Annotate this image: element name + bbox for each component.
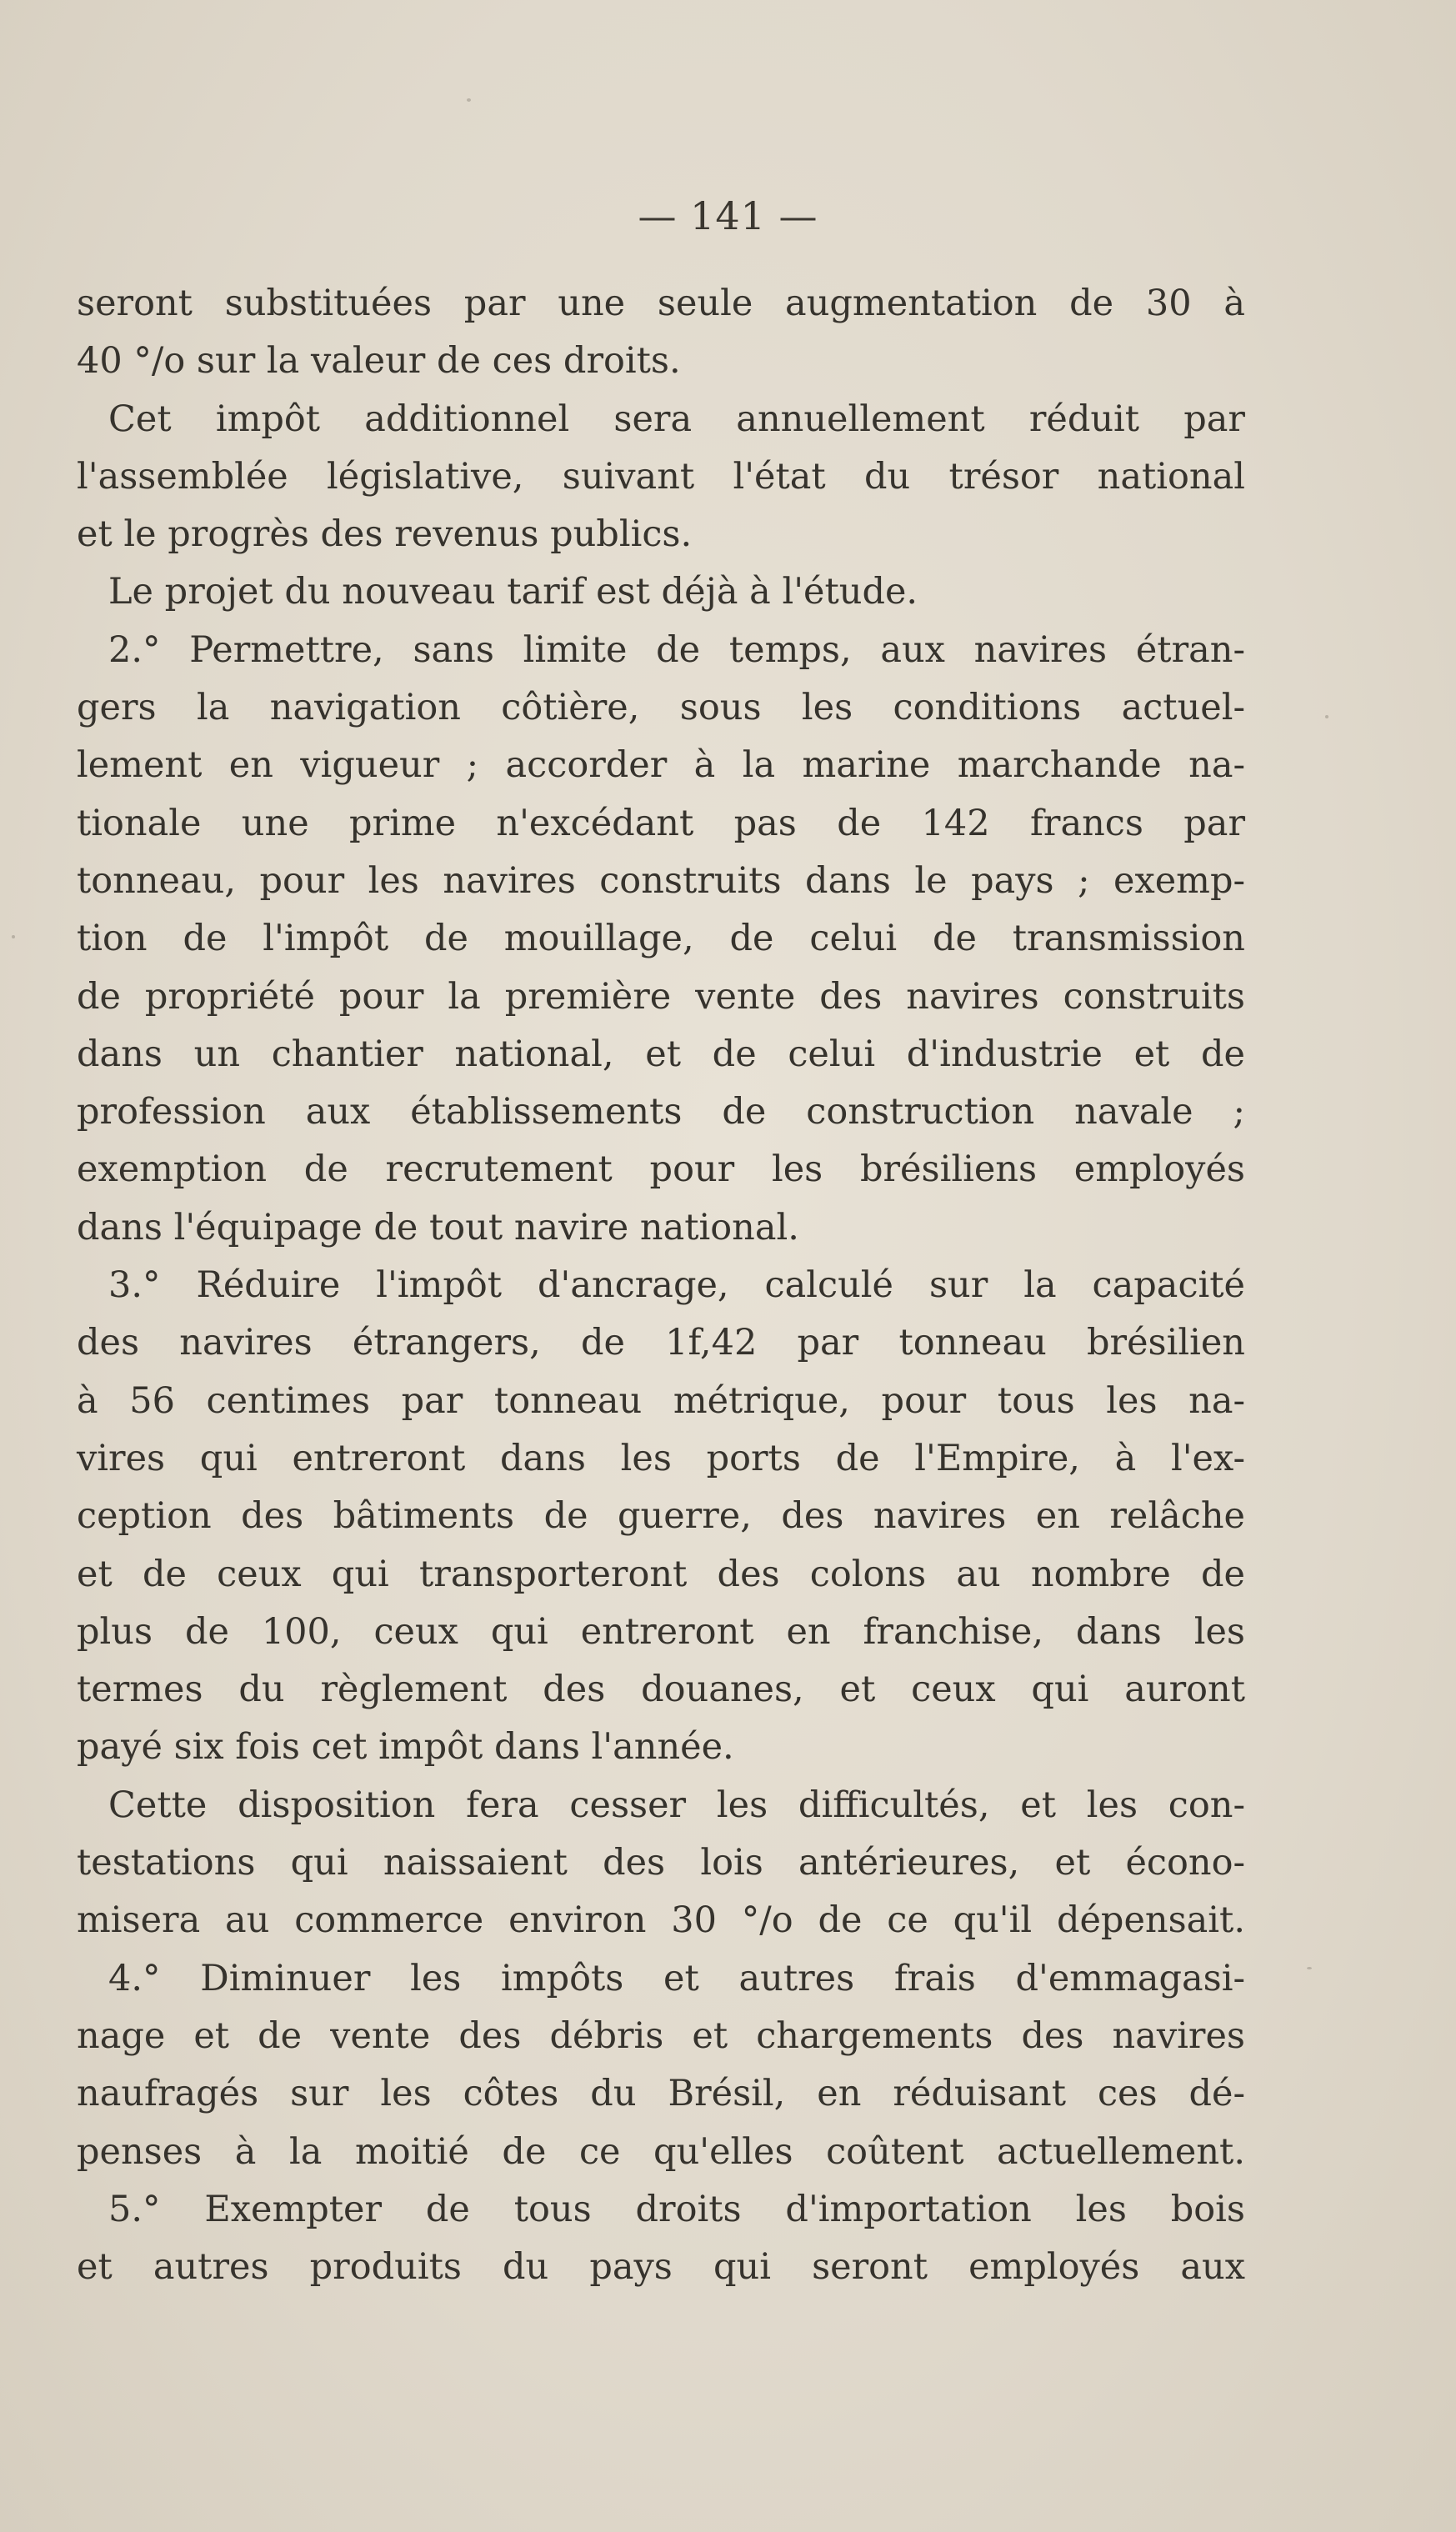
text-line: Cet impôt additionnel sera annuellement réduit par [108,398,1245,440]
text-line: tonneau, pour les navires construits dans le pays ; exemp- [77,859,1245,902]
text-line: exemption de recrutement pour les brésiliens employés [77,1148,1245,1191]
text-line: 5.° Exempter de tous droits d'importation les bois [108,2188,1245,2230]
text-line: nage et de vente des débris et chargements des navires [77,2014,1245,2057]
text-line: tionale une prime n'excédant pas de 142 francs par [77,802,1245,844]
text-line: testations qui naissaient des lois antérieures, et écono- [77,1842,1245,1884]
text-line: dans l'équipage de tout navire national. [77,1206,799,1248]
text-line: et le progrès des revenus publics. [77,513,693,556]
text-line: et de ceux qui transporteront des colons au nombre de [77,1553,1245,1595]
text-line: payé six fois cet impôt dans l'année. [77,1726,734,1769]
text-line: penses à la moitié de ce qu'elles coûtent actuellement. [77,2130,1245,2173]
text-line: et autres produits du pays qui seront employés aux [77,2246,1245,2289]
text-line: termes du règlement des douanes, et ceux qui auront [77,1669,1245,1711]
paper-speck [1325,715,1328,718]
text-line: misera au commerce environ 30 °/o de ce qu'il dépensait. [77,1899,1245,1942]
text-line: 3.° Réduire l'impôt d'ancrage, calculé sur la capacité [108,1264,1245,1307]
text-line: profession aux établissements de construction navale ; [77,1091,1245,1133]
text-line: 40 °/o sur la valeur de ces droits. [77,340,681,383]
text-line: gers la navigation côtière, sous les conditions actuel- [77,687,1245,729]
paper-speck [1307,1967,1312,1969]
text-line: de propriété pour la première vente des navires construits [77,975,1245,1018]
text-line: lement en vigueur ; accorder à la marine marchande na- [77,744,1245,787]
page-body [77,275,1245,2296]
text-line: l'assemblée législative, suivant l'état du trésor national [77,455,1245,498]
text-line: ception des bâtiments de guerre, des navires en relâche [77,1495,1245,1538]
text-line: à 56 centimes par tonneau métrique, pour tous les na- [77,1379,1245,1422]
text-line: Le projet du nouveau tarif est déjà à l'étude. [108,571,918,613]
text-line: 4.° Diminuer les impôts et autres frais d'emmagasi- [108,1957,1245,1999]
text-line: vires qui entreront dans les ports de l'Empire, à l'ex- [77,1437,1245,1479]
text-line: Cette disposition fera cesser les difficultés, et les con- [108,1784,1245,1826]
text-line: 2.° Permettre, sans limite de temps, aux navires étran- [108,628,1245,671]
text-line: seront substituées par une seule augmentation de 30 à [77,283,1245,324]
paper-speck [12,935,15,938]
text-line: plus de 100, ceux qui entreront en franchise, dans les [77,1610,1245,1653]
paper-speck [467,98,471,102]
text-line: tion de l'impôt de mouillage, de celui de transmission [77,918,1245,960]
text-line: des navires étrangers, de 1f,42 par tonneau brésilien [77,1322,1245,1364]
text-line: naufragés sur les côtes du Brésil, en réduisant ces dé- [77,2073,1245,2115]
page-number: — 141 — [638,193,818,238]
text-line: dans un chantier national, et de celui d'industrie et de [77,1033,1245,1075]
